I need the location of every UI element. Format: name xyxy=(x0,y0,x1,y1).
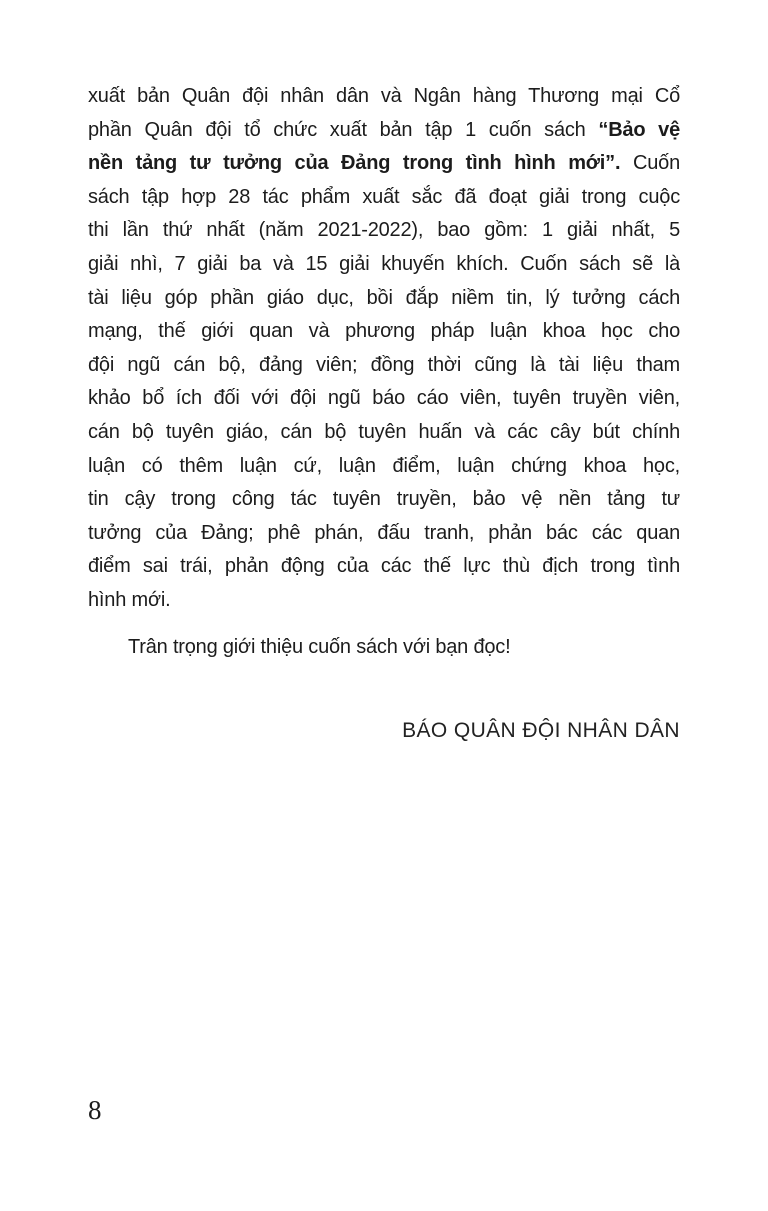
text-line xyxy=(88,550,680,584)
text-segment: xuất bản Quân đội nhân dân và Ngân hàng Thương mại Cổ xyxy=(88,85,680,107)
text-line xyxy=(88,248,680,282)
byline: BÁO QUÂN ĐỘI NHÂN DÂN xyxy=(402,719,680,743)
text-segment: Cuốn xyxy=(620,152,680,175)
text-line xyxy=(88,181,680,215)
text-line xyxy=(88,382,680,416)
text-line xyxy=(88,450,680,484)
text-segment: đội ngũ cán bộ, đảng viên; đồng thời cũng là tài liệu tham xyxy=(88,353,680,376)
text-segment: điểm sai trái, phản động của các thế lực thù địch trong tình xyxy=(88,555,680,578)
text-line xyxy=(88,114,680,148)
bold-text-segment: nền tảng tư tưởng của Đảng trong tình hình mới”. xyxy=(88,152,621,175)
text-segment: luận có thêm luận cứ, luận điểm, luận chứng khoa học, xyxy=(88,454,680,477)
text-line xyxy=(88,282,680,316)
bold-text-segment: “Bảo vệ xyxy=(598,118,680,141)
page-number: 8 xyxy=(88,1095,102,1125)
text-segment: tưởng của Đảng; phê phán, đấu tranh, phản bác các quan xyxy=(88,521,680,544)
text-segment: phần Quân đội tổ chức xuất bản tập 1 cuốn sách xyxy=(88,118,599,141)
closing-sentence: Trân trọng giới thiệu cuốn sách với bạn đọc! xyxy=(128,635,511,658)
text-segment: sách tập hợp 28 tác phẩm xuất sắc đã đoạt giải trong cuộc xyxy=(88,185,680,208)
text-line xyxy=(88,416,680,450)
text-line xyxy=(88,147,680,181)
text-segment: tin cậy trong công tác tuyên truyền, bảo vệ nền tảng tư xyxy=(88,488,680,511)
text-line xyxy=(88,349,680,383)
main-text-block xyxy=(88,80,680,746)
text-line xyxy=(88,80,680,114)
text-segment: thi lần thứ nhất (năm 2021-2022), bao gồm: 1 giải nhất, 5 xyxy=(88,219,680,242)
text-line xyxy=(88,517,680,551)
text-line xyxy=(88,483,680,517)
text-line xyxy=(88,315,680,349)
text-segment: hình mới. xyxy=(88,588,171,611)
text-segment: khảo bổ ích đối với đội ngũ báo cáo viên, tuyên truyền viên, xyxy=(88,387,680,410)
text-line xyxy=(88,214,680,248)
text-line xyxy=(88,584,680,618)
text-segment: mạng, thế giới quan và phương pháp luận khoa học cho xyxy=(88,320,680,343)
text-segment: giải nhì, 7 giải ba và 15 giải khuyến khích. Cuốn sách sẽ là xyxy=(88,252,680,275)
text-segment: tài liệu góp phần giáo dục, bồi đắp niềm tin, lý tưởng cách xyxy=(88,286,680,309)
text-segment: cán bộ tuyên giáo, cán bộ tuyên huấn và các cây bút chính xyxy=(88,420,680,443)
main-paragraph xyxy=(88,80,680,618)
